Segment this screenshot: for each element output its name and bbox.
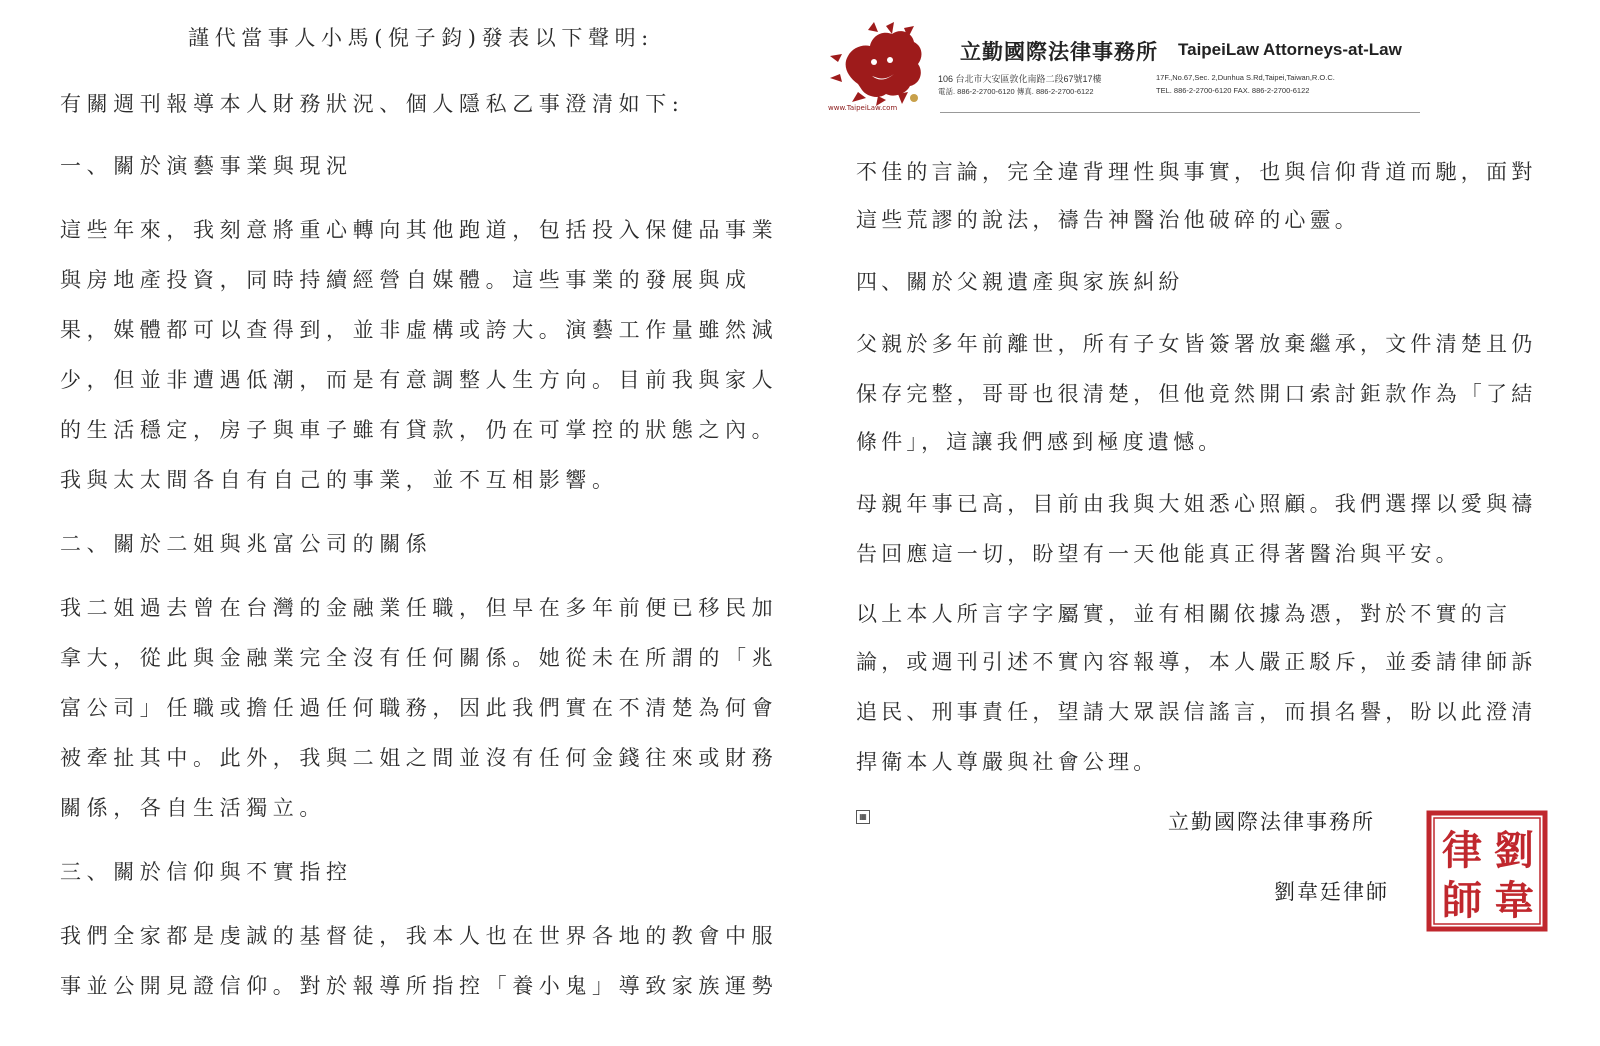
statement-lead: 有關週刊報導本人財務狀況、個人隱私乙事澄清如下:	[60, 92, 685, 116]
body-line: 與房地產投資，同時持續經營自媒體。這些事業的發展與成	[60, 268, 752, 292]
body-line: 事並公開見證信仰。對於報導所指控「養小鬼」導致家族運勢	[60, 974, 779, 998]
law-firm-letterhead	[828, 22, 1428, 117]
body-line: 追民、刑事責任，望請大眾誤信謠言，而損名譽，盼以此澄清	[856, 700, 1537, 724]
lawyer-signature: 劉韋廷律師	[1274, 880, 1389, 904]
firm-address-english: 17F.,No.67,Sec. 2,Dunhua S.Rd,Taipei,Taiwan,R.O.C.	[1156, 73, 1335, 82]
body-line: 論，或週刊引述不實內容報導，本人嚴正駁斥，並委請律師訴	[856, 650, 1537, 674]
firm-website: www.TaipeiLaw.com	[828, 104, 898, 112]
attachment-icon: ▦	[856, 810, 870, 824]
body-line: 少，但並非遭遇低潮，而是有意調整人生方向。目前我與家人	[60, 368, 779, 392]
section-heading-1: 一、關於演藝事業與現況	[60, 154, 353, 178]
body-line: 我與太太間各自有自己的事業，並不互相影響。	[60, 468, 619, 492]
body-line: 拿大，從此與金融業完全沒有任何關係。她從未在所謂的「兆	[60, 646, 779, 670]
svg-text:律: 律	[1442, 827, 1482, 874]
firm-name-chinese: 立勤國際法律事務所	[960, 39, 1158, 64]
firm-name-english: TaipeiLaw Attorneys-at-Law	[1178, 40, 1402, 59]
body-line: 關係，各自生活獨立。	[60, 796, 326, 820]
lawyer-seal-stamp	[1426, 810, 1548, 932]
body-line: 母親年事已高，目前由我與大姐悉心照顧。我們選擇以愛與禱	[856, 492, 1537, 516]
section-heading-3: 三、關於信仰與不實指控	[60, 860, 353, 884]
body-line: 條件」，這讓我們感到極度遺憾。	[856, 430, 1224, 454]
svg-text:師: 師	[1442, 877, 1482, 924]
body-line: 這些年來，我刻意將重心轉向其他跑道，包括投入保健品事業	[60, 218, 779, 242]
firm-phone-english: TEL. 886-2-2700-6120 FAX. 886-2-2700-6122	[1156, 86, 1310, 95]
body-line: 告回應這一切，盼望有一天他能真正得著醫治與平安。	[856, 542, 1461, 566]
body-line: 富公司」任職或擔任過任何職務，因此我們實在不清楚為何會	[60, 696, 779, 720]
body-line: 果，媒體都可以查得到，並非虛構或誇大。演藝工作量雖然減	[60, 318, 779, 342]
body-line: 不佳的言論，完全違背理性與事實，也與信仰背道而馳，面對	[856, 160, 1537, 184]
svg-text:韋: 韋	[1494, 877, 1534, 924]
firm-phone-chinese: 電話. 886-2-2700-6120 傳真. 886-2-2700-6122	[938, 87, 1094, 96]
body-line: 保存完整，哥哥也很清楚，但他竟然開口索討鉅款作為「了結	[856, 382, 1537, 406]
body-line: 以上本人所言字字屬實，並有相關依據為憑，對於不實的言	[856, 602, 1512, 626]
letterhead-divider	[940, 112, 1420, 113]
body-line: 父親於多年前離世，所有子女皆簽署放棄繼承，文件清楚且仍	[856, 332, 1537, 356]
body-line: 被牽扯其中。此外，我與二姐之間並沒有任何金錢往來或財務	[60, 746, 779, 770]
firm-address-chinese: 106 台北市大安區敦化南路二段67號17樓	[938, 74, 1102, 84]
body-line: 我們全家都是虔誠的基督徒，我本人也在世界各地的教會中服	[60, 924, 779, 948]
body-line: 我二姐過去曾在台灣的金融業任職，但早在多年前便已移民加	[60, 596, 779, 620]
lion-logo-icon	[828, 22, 928, 114]
firm-signature: 立勤國際法律事務所	[1168, 810, 1375, 834]
body-line: 這些荒謬的說法，禱告神醫治他破碎的心靈。	[856, 208, 1360, 232]
svg-text:劉: 劉	[1494, 827, 1534, 874]
statement-intro: 謹代當事人小馬(倪子鈞)發表以下聲明:	[188, 26, 654, 50]
section-heading-2: 二、關於二姐與兆富公司的關係	[60, 532, 433, 556]
body-line: 的生活穩定，房子與車子雖有貸款，仍在可掌控的狀態之內。	[60, 418, 779, 442]
section-heading-4: 四、關於父親遺產與家族糾紛	[856, 270, 1184, 294]
body-line: 捍衛本人尊嚴與社會公理。	[856, 750, 1159, 774]
